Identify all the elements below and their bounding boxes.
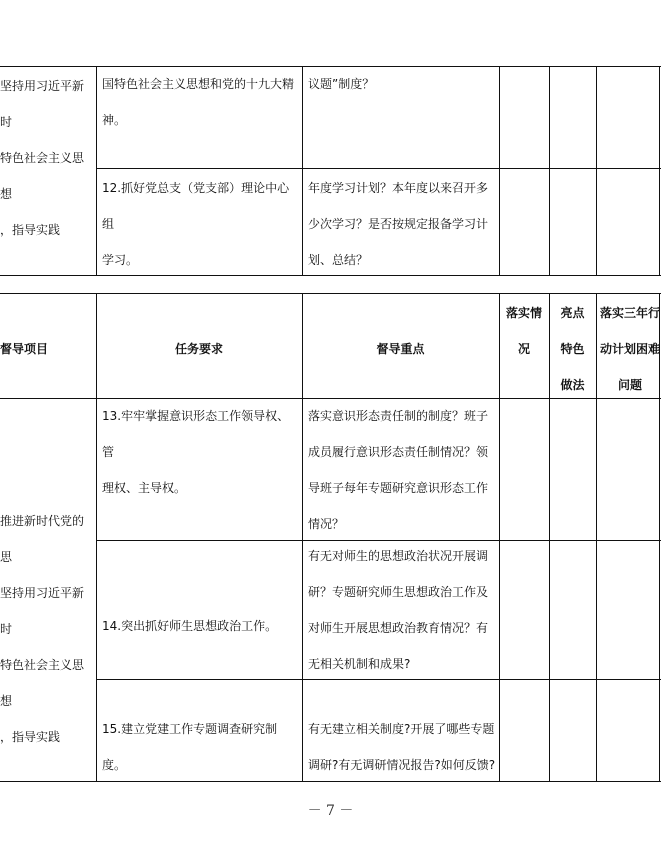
table-border — [96, 168, 661, 169]
item-cell: 坚持用习近平新时 特色社会主义思想 ，指导实践 — [0, 79, 85, 237]
task-cell: 15.建立党建工作专题调查研究制度。 — [102, 722, 278, 772]
table-border — [96, 293, 97, 782]
table-border — [549, 66, 550, 276]
table-border — [596, 66, 597, 276]
task-cell: 12.抓好党总支（党支部）理论中心组 学习。 — [102, 181, 290, 267]
item-cell: 推进新时代党的思 坚持用习近平新时 特色社会主义思想 ，指导实践 — [0, 514, 85, 744]
table-border — [96, 66, 97, 276]
header-focus: 督导重点 — [376, 342, 425, 356]
header-status: 落实情 况 — [505, 306, 542, 356]
focus-cell: 有无对师生的思想政治状况开展调 研？专题研究师生思想政治工作及 对师生开展思想政治教育情况？有 无相关机制和成果? — [308, 549, 489, 671]
header-task: 任务要求 — [174, 342, 223, 356]
table-border — [0, 293, 661, 294]
page-number: － 7 － — [307, 803, 354, 819]
header-highlight: 亮点 特色 做法 — [560, 306, 585, 392]
task-cell: 13.牢牢掌握意识形态工作领导权、管 理权、主导权。 — [102, 409, 290, 495]
focus-cell: 年度学习计划？本年度以来召开多 少次学习？是否按规定报备学习计 划、总结？ — [308, 181, 489, 267]
focus-cell: 议题”制度？ — [308, 77, 375, 91]
focus-cell: 有无建立相关制度?开展了哪些专题 调研?有无调研情况报告?如何反馈? — [308, 722, 496, 772]
table-border — [499, 66, 500, 276]
table-border — [659, 66, 660, 276]
focus-cell: 落实意识形态责任制的制度？班子 成员履行意识形态责任制情况？领 导班子每年专题研究意识形态工作 情况？ — [308, 409, 489, 531]
table-border — [302, 293, 303, 782]
table-border — [302, 66, 303, 276]
task-cell: 14.突出抓好师生思想政治工作。 — [102, 619, 278, 633]
task-cell: 国特色社会主义思想和党的十九大精 神。 — [102, 77, 295, 127]
header-item: 督导项目 — [0, 342, 49, 356]
header-difficulty: 落实三年行 动计划困难 问题 — [599, 306, 660, 392]
